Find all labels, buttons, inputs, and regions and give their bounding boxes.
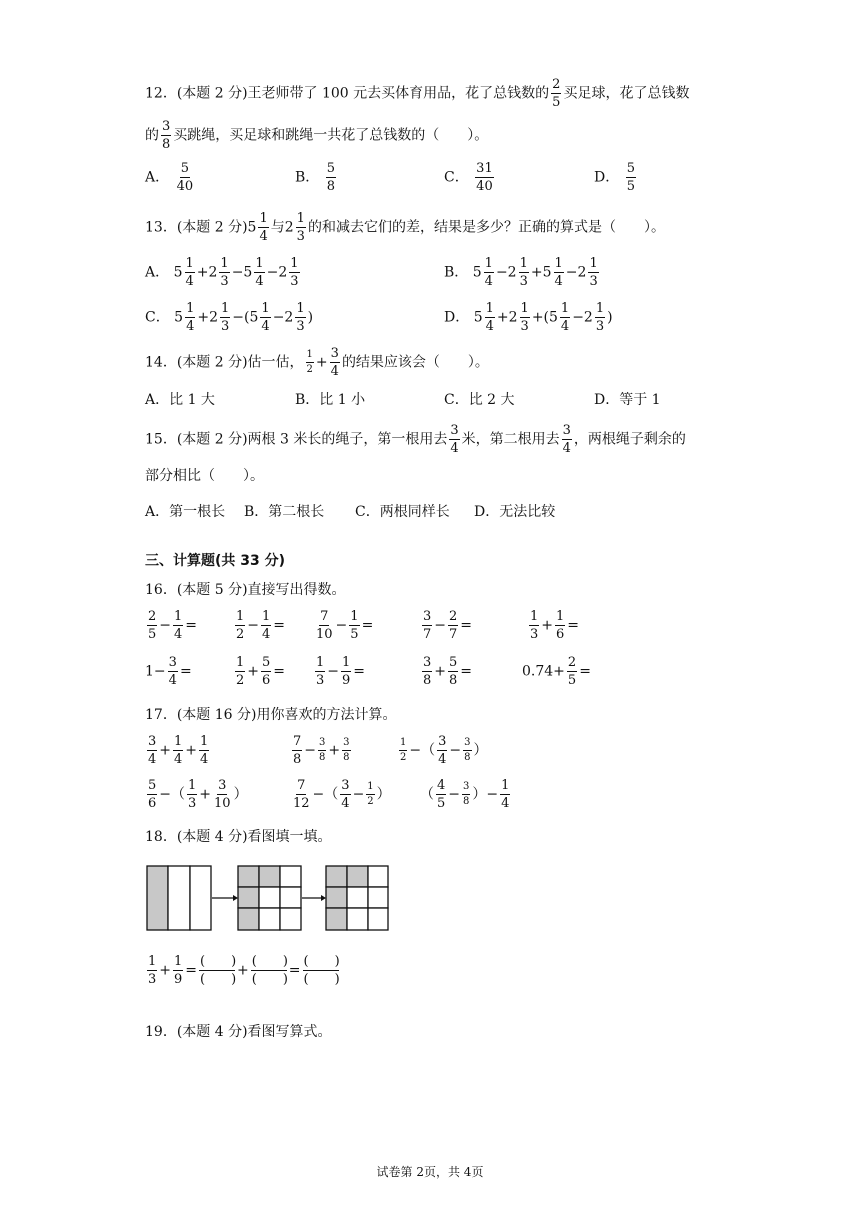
whole-number: 5 [247, 219, 257, 236]
arrow-icon [212, 895, 238, 901]
q12-text: 12．(本题 2 分)王老师带了 100 元去买体育用品，花了总钱数的 [145, 85, 550, 102]
q13-text: 13．(本题 2 分) [145, 219, 248, 236]
q17-expr-4: $\frac{5}{6}$ −（ $\frac{1}{3}$ + $\frac{3}{10}$ ） [148, 778, 248, 811]
q16-title: 16．(本题 5 分)直接写出得数。 [145, 582, 346, 598]
q13-option-b[interactable]: B． 5 $\frac{1}{4}$ −2 $\frac{1}{3}$ +5 $\frac{1}{4}$ −2 $\frac{1}{3}$ [444, 256, 598, 289]
q19-title: 19．(本题 4 分)看图写算式。 [145, 1024, 332, 1040]
q13-option-c[interactable]: C． 5 $\frac{1}{4}$ +2 $\frac{1}{3}$ −(5 $\frac{1}{4}$ −2 $\frac{1}{3}$ ) [145, 301, 314, 334]
q18-equation: $\frac{1}{3}$ + $\frac{1}{9}$ = $\frac{( )}{( )}$ + $\frac{( )}{( )}$ = $\frac{( )}{( )}$ [148, 954, 340, 987]
q12-option-c[interactable]: C． $\frac{31}{40}$ [444, 161, 493, 194]
q15-option-c[interactable]: C．两根同样长 [355, 504, 450, 520]
q12-line1 [145, 78, 689, 109]
page-footer: 试卷第 2页，共 4页 [376, 1165, 484, 1179]
q13-option-a[interactable]: A． 5 $\frac{1}{4}$ +2 $\frac{1}{3}$ −5 $\frac{1}{4}$ −2 $\frac{1}{3}$ [145, 256, 299, 289]
q16-item-10: 0.74+ $\frac{2}{5}$ = [522, 655, 591, 688]
q14-option-c[interactable]: C．比 2 大 [444, 392, 515, 408]
q12-text-d: 买跳绳，买足球和跳绳一共花了总钱数的（ ）。 [173, 127, 489, 144]
q12-option-a[interactable]: A． $\frac{5}{40}$ [145, 161, 194, 194]
fraction: $\frac{3}{8}$ [162, 119, 171, 152]
q16-item-5: $\frac{1}{3}$ + $\frac{1}{6}$ = [530, 609, 580, 642]
q16-item-4: $\frac{3}{7}$ − $\frac{2}{7}$ = [423, 609, 473, 642]
q12-text-c: 的 [145, 127, 159, 144]
figure-thirds [147, 866, 211, 930]
q15-option-b[interactable]: B．第二根长 [244, 504, 325, 520]
q17-expr-5: $\frac{7}{12}$ −（ $\frac{3}{4}$ − $\frac{1}{2}$ ） [293, 778, 391, 811]
figure-ninths-2 [326, 866, 388, 930]
q15-option-a[interactable]: A．第一根长 [145, 504, 226, 520]
answer-blank[interactable]: $\frac{( )}{( )}$ [200, 954, 237, 987]
q16-item-8: $\frac{1}{3}$ − $\frac{1}{9}$ = [316, 655, 366, 688]
q18-figure [145, 864, 390, 934]
q14-option-b[interactable]: B．比 1 小 [295, 392, 366, 408]
q13-option-d[interactable]: D． 5 $\frac{1}{4}$ +2 $\frac{1}{3}$ +(5 $\frac{1}{4}$ −2 $\frac{1}{3}$ ) [444, 301, 613, 334]
q12-text-b: 买足球，花了总钱数 [563, 85, 690, 102]
fraction: $\frac{2}{5}$ [552, 77, 561, 110]
q15-line1: 15．(本题 2 分)两根 3 米长的绳子，第一根用去 $\frac{3}{4}$ 米，第二根用去 $\frac{3}{4}$ ，两根绳子剩余的 [145, 423, 686, 456]
q16-item-1: $\frac{2}{5}$ − $\frac{1}{4}$ = [148, 609, 198, 642]
q14-option-a[interactable]: A．比 1 大 [145, 392, 215, 408]
arrow-icon [302, 895, 326, 901]
q16-item-9: $\frac{3}{8}$ + $\frac{5}{8}$ = [423, 655, 473, 688]
q17-title: 17．(本题 16 分)用你喜欢的方法计算。 [145, 707, 397, 723]
section-title: 三、计算题(共 33 分) [145, 553, 286, 569]
q17-expr-2: $\frac{7}{8}$ − $\frac{3}{8}$ + $\frac{3}{8}$ [293, 734, 350, 767]
q16-item-7: $\frac{1}{2}$ + $\frac{5}{6}$ = [236, 655, 286, 688]
q15-line2: 部分相比（ ）。 [145, 468, 264, 484]
q16-item-6: 1− $\frac{3}{4}$ = [145, 655, 192, 688]
q15-option-d[interactable]: D．无法比较 [474, 504, 556, 520]
q14-line: 14．(本题 2 分)估一估， $\frac{1}{2}$ + $\frac{3}{4}$ 的结果应该会（ ）。 [145, 346, 489, 379]
q13-line1: 13．(本题 2 分)5 $\frac{1}{4}$ 与2 $\frac{1}{3}$ 的和减去它们的差，结果是多少？正确的算式是（ ）。 [145, 211, 665, 244]
q18-title: 18．(本题 4 分)看图填一填。 [145, 829, 332, 845]
q16-item-3: $\frac{7}{10}$ − $\frac{1}{5}$ = [316, 609, 374, 642]
q12-option-d[interactable]: D． $\frac{5}{5}$ [594, 161, 635, 194]
answer-blank[interactable]: $\frac{( )}{( )}$ [303, 954, 340, 987]
q17-expr-3: $\frac{1}{2}$ −（ $\frac{3}{4}$ − $\frac{3}{8}$ ） [400, 734, 488, 767]
q12-line2 [145, 120, 488, 151]
answer-blank[interactable]: $\frac{( )}{( )}$ [251, 954, 288, 987]
q17-expr-6: （ $\frac{4}{5}$ − $\frac{3}{8}$ ）− $\frac{1}{4}$ [420, 778, 510, 811]
q16-item-2: $\frac{1}{2}$ − $\frac{1}{4}$ = [236, 609, 286, 642]
q12-option-b[interactable]: B． $\frac{5}{8}$ [295, 161, 336, 194]
figure-ninths-1 [238, 866, 301, 930]
q17-expr-1: $\frac{3}{4}$ + $\frac{1}{4}$ + $\frac{1}{4}$ [148, 734, 209, 767]
q14-option-d[interactable]: D．等于 1 [594, 392, 661, 408]
